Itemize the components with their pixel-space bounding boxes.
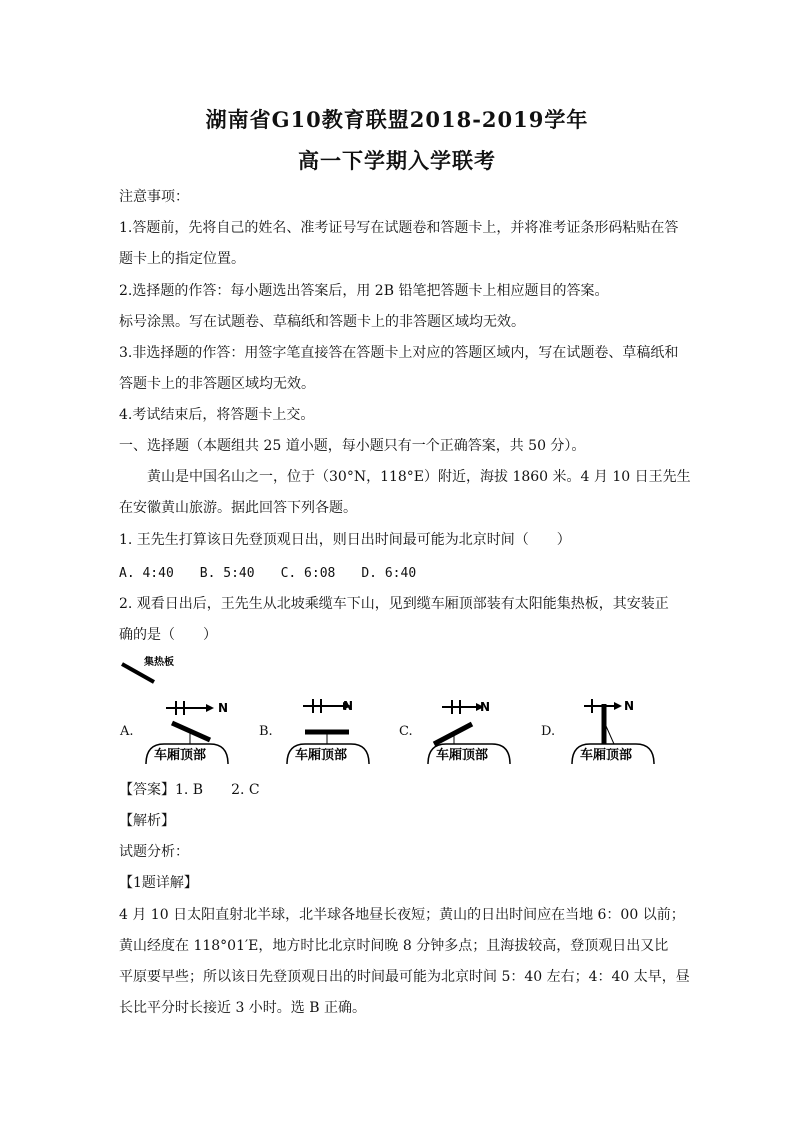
option-d-diagram <box>568 696 678 766</box>
notice-heading: 注意事项： <box>119 189 189 205</box>
option-c-north: N <box>480 700 491 714</box>
option-a-north: N <box>218 701 229 715</box>
question-1-options: A. 4:40 B. 5:40 C. 6:08 D. 6:40 <box>119 566 417 581</box>
question-2-line-2: 确的是（ ） <box>119 627 217 643</box>
analysis-intro: 试题分析： <box>119 844 189 860</box>
notice-item-1a: 1.答题前，先将自己的姓名、准考证号写在试题卷和答题卡上，并将准考证条形码粘贴在答 <box>119 220 679 236</box>
option-c-diagram <box>424 696 534 766</box>
option-c-label: C. <box>399 724 413 739</box>
passage-line-2: 在安徽黄山旅游。据此回答下列各题。 <box>119 500 357 516</box>
option-a-diagram <box>142 696 252 766</box>
section-heading: 一、选择题（本题组共 25 道小题，每小题只有一个正确答案，共 50 分）。 <box>119 438 586 454</box>
option-d-label: D. <box>541 724 556 739</box>
notice-item-3b: 答题卡上的非答题区域均无效。 <box>119 376 315 392</box>
notice-item-2a: 2.选择题的作答：每小题选出答案后，用 2B 铅笔把答题卡上相应题目的答案。 <box>119 283 609 299</box>
page-title-line-1: 湖南省G10教育联盟2018-2019学年 <box>205 107 589 132</box>
analysis-tag: 【解析】 <box>119 813 175 829</box>
option-b-diagram <box>283 696 393 766</box>
detail-tag: 【1题详解】 <box>119 875 198 891</box>
option-c-roof: 车厢顶部 <box>436 748 489 763</box>
option-d-roof: 车厢顶部 <box>580 748 633 763</box>
passage-line-1: 黄山是中国名山之一，位于（30°N，118°E）附近，海拔 1860 米。4 月 10 日王先生 <box>147 469 691 485</box>
question-1: 1. 王先生打算该日先登顶观日出，则日出时间最可能为北京时间（ ） <box>119 532 571 548</box>
collector-legend-label: 集热板 <box>144 657 174 668</box>
option-d-north: N <box>624 699 635 713</box>
detail-line-3: 平原要早些；所以该日先登顶观日出的时间最可能为北京时间 5：40 左右；4：40 太早，昼 <box>119 969 690 985</box>
notice-item-1b: 题卡上的指定位置。 <box>119 251 245 267</box>
notice-item-3a: 3.非选择题的作答：用签字笔直接答在答题卡上对应的答题区域内，写在试题卷、草稿纸和 <box>119 345 679 361</box>
option-a-label: A. <box>120 724 134 739</box>
collector-legend <box>118 652 208 692</box>
option-a-roof: 车厢顶部 <box>154 748 207 763</box>
option-b-roof: 车厢顶部 <box>295 748 348 763</box>
question-2-line-1: 2. 观看日出后，王先生从北坡乘缆车下山，见到缆车厢顶部装有太阳能集热板，其安装正 <box>119 596 669 612</box>
option-a-collector <box>172 723 210 740</box>
option-b-label: B. <box>259 724 273 739</box>
detail-line-1: 4 月 10 日太阳直射北半球，北半球各地昼长夜短；黄山的日出时间应在当地 6：00 以前； <box>119 907 685 923</box>
notice-item-4: 4.考试结束后，将答题卡上交。 <box>119 407 315 423</box>
option-c-collector <box>434 724 472 744</box>
detail-line-2: 黄山经度在 118°01′E，地方时比北京时间晚 8 分钟多点；且海拔较高，登顶观日出又比 <box>119 938 669 954</box>
answer-line: 【答案】1. B 2. C <box>119 782 260 798</box>
detail-line-4: 长比平分时长接近 3 小时。选 B 正确。 <box>119 1000 366 1016</box>
page-title-line-2: 高一下学期入学联考 <box>298 148 496 173</box>
option-b-north: N <box>343 699 354 713</box>
notice-item-2b: 标号涂黑。写在试题卷、草稿纸和答题卡上的非答题区域均无效。 <box>119 314 525 330</box>
